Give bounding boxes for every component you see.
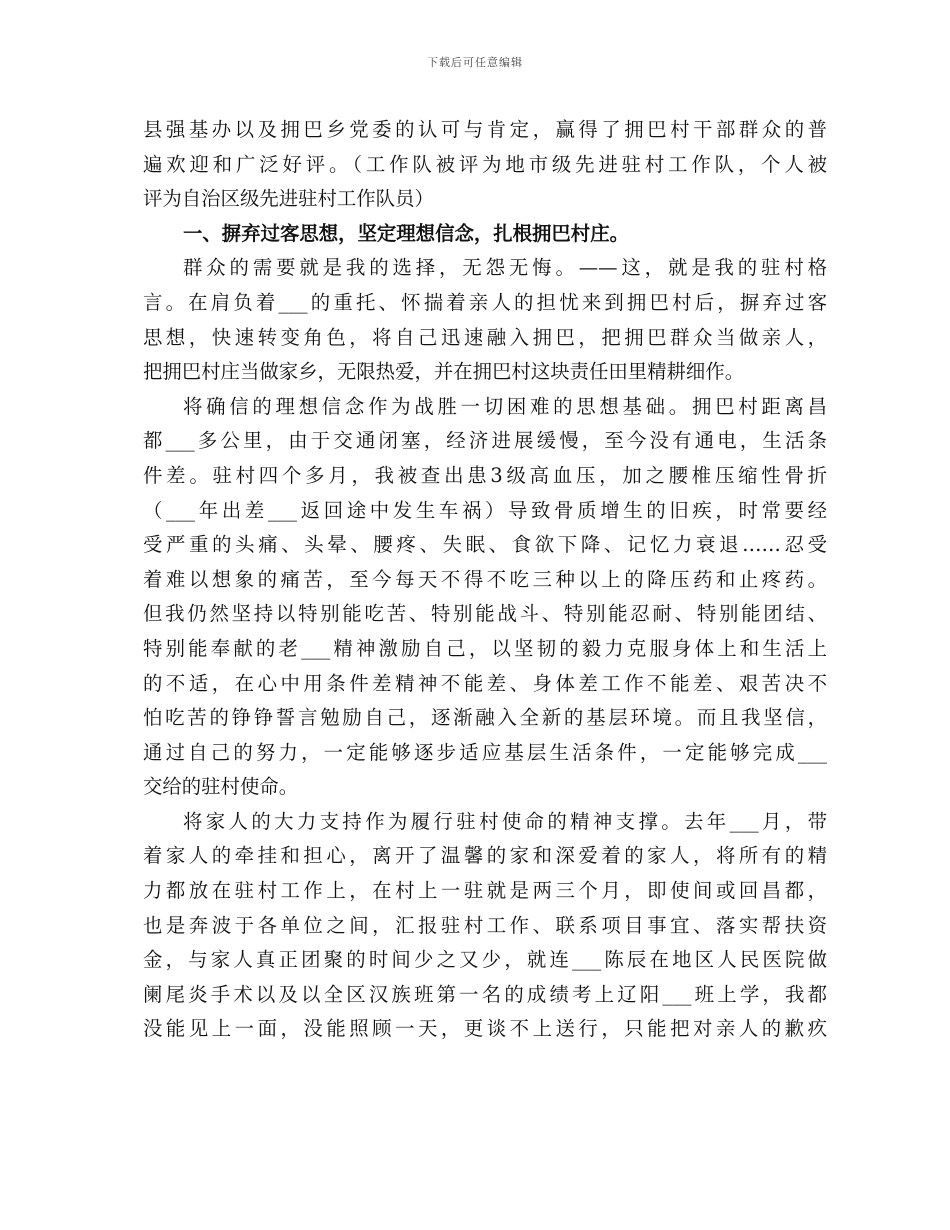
text-line: 着难以想象的痛苦，至今每天不得不吃三种以上的降压药和止疼药。 (143, 567, 827, 591)
text-line: 怕吃苦的铮铮誓言勉励自己，逐渐融入全新的基层环境。而且我坚信， (143, 706, 827, 730)
text-line: 受严重的头痛、头晕、腰疼、失眠、食欲下降、记忆力衰退……忍受 (143, 533, 827, 557)
text-line: 特别能奉献的老___精神激励自己，以坚韧的毅力克服身体上和生活上 (143, 636, 827, 660)
document-body (143, 113, 827, 1047)
text-line: 思想，快速转变角色，将自己迅速融入拥巴，把拥巴群众当做亲人， (143, 325, 827, 349)
text-line: 件差。驻村四个多月，我被查出患3级高血压，加之腰椎压缩性骨折 (143, 463, 827, 487)
text-line: 把拥巴村庄当做家乡，无限热爱，并在拥巴村这块责任田里精耕细作。 (143, 360, 745, 384)
text-line: 评为自治区级先进驻村工作队员） (143, 187, 434, 211)
text-line: 着家人的牵挂和担心，离开了温馨的家和深爱着的家人，将所有的精 (143, 844, 827, 868)
text-line: 群众的需要就是我的选择，无怨无悔。——这，就是我的驻村格 (183, 256, 827, 280)
text-line: 将确信的理想信念作为战胜一切困难的思想基础。拥巴村距离昌 (183, 394, 827, 418)
text-line: 没能见上一面，没能照顾一天，更谈不上送行，只能把对亲人的歉疚 (143, 1017, 827, 1041)
text-line: 力都放在驻村工作上，在村上一驻就是两三个月，即使间或回昌都， (143, 879, 827, 903)
header-note: 下载后可任意编辑 (427, 56, 523, 69)
text-line: 将家人的大力支持作为履行驻村使命的精神支撑。去年___月，带 (183, 809, 827, 833)
text-line: 通过自己的努力，一定能够逐步适应基层生活条件，一定能够完成___ (143, 740, 827, 764)
text-line: 交给的驻村使命。 (143, 775, 299, 799)
text-line: （___年出差___返回途中发生车祸）导致骨质增生的旧疾，时常要经 (143, 498, 827, 522)
text-line: 也是奔波于各单位之间，汇报驻村工作、联系项目事宜、落实帮扶资 (143, 913, 827, 937)
text-line: 但我仍然坚持以特别能吃苦、特别能战斗、特别能忍耐、特别能团结、 (143, 602, 827, 626)
section-heading: 一、摒弃过客思想，坚定理想信念，扎根拥巴村庄。 (183, 221, 629, 245)
text-line: 遍欢迎和广泛好评。（工作队被评为地市级先进驻村工作队，个人被 (143, 152, 827, 176)
text-line: 言。在肩负着___的重托、怀揣着亲人的担忧来到拥巴村后，摒弃过客 (143, 290, 827, 314)
text-line: 阑尾炎手术以及以全区汉族班第一名的成绩考上辽阳___班上学，我都 (143, 982, 827, 1006)
text-line: 金，与家人真正团聚的时间少之又少，就连___陈辰在地区人民医院做 (143, 948, 827, 972)
text-line: 都___多公里，由于交通闭塞，经济进展缓慢，至今没有通电，生活条 (143, 429, 827, 453)
text-line: 的不适，在心中用条件差精神不能差、身体差工作不能差、艰苦决不 (143, 671, 827, 695)
text-line: 县强基办以及拥巴乡党委的认可与肯定，赢得了拥巴村干部群众的普 (143, 118, 827, 141)
